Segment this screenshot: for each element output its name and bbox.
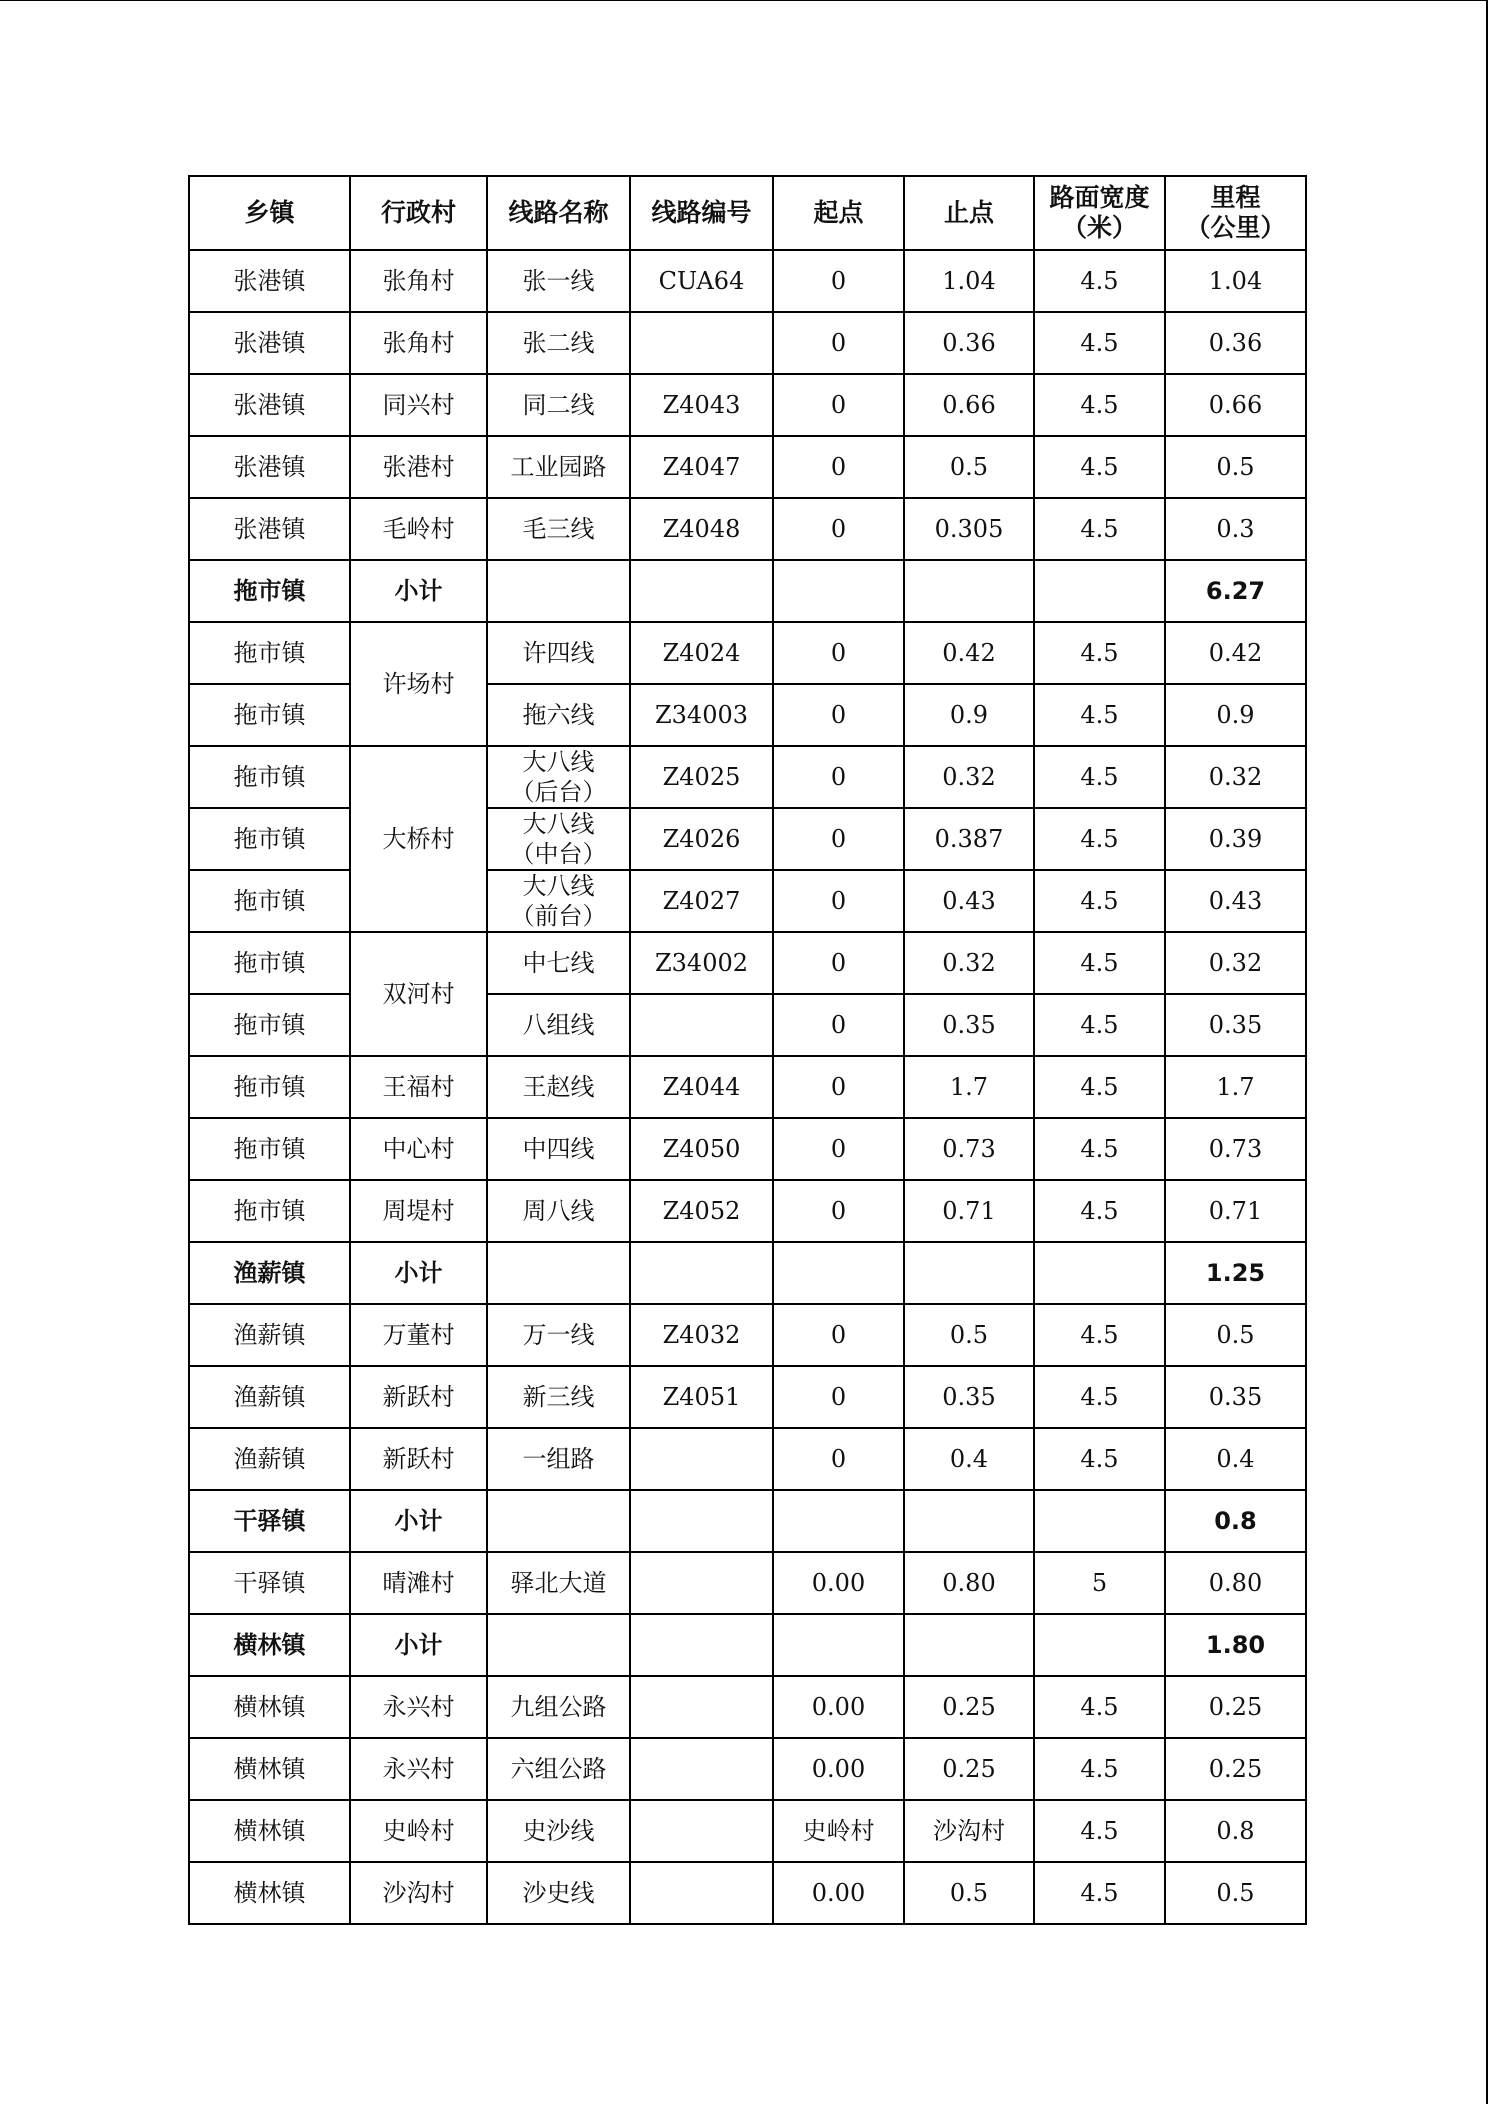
- km-cell: 0.3: [1165, 498, 1306, 560]
- code-cell: Z4027: [630, 870, 773, 932]
- start-cell: 0: [773, 684, 904, 746]
- end-cell: 0.305: [904, 498, 1034, 560]
- km-cell: 0.80: [1165, 1552, 1306, 1614]
- town-cell: 张港镇: [189, 374, 350, 436]
- code-cell: Z4048: [630, 498, 773, 560]
- town-cell: 张港镇: [189, 250, 350, 312]
- km-cell: 0.4: [1165, 1428, 1306, 1490]
- town-cell: 张港镇: [189, 498, 350, 560]
- town-cell: 拖市镇: [189, 994, 350, 1056]
- code-cell: Z4025: [630, 746, 773, 808]
- code-cell: Z4050: [630, 1118, 773, 1180]
- start-cell: 0: [773, 1118, 904, 1180]
- end-cell: 0.71: [904, 1180, 1034, 1242]
- page-top-border: [0, 0, 1488, 1]
- end-cell: 1.7: [904, 1056, 1034, 1118]
- start-cell: 0: [773, 1428, 904, 1490]
- end-cell: 沙沟村: [904, 1800, 1034, 1862]
- town-cell: 拖市镇: [189, 684, 350, 746]
- village-cell: 同兴村: [350, 374, 487, 436]
- width-cell: 4.5: [1034, 1428, 1165, 1490]
- town-cell: 横林镇: [189, 1800, 350, 1862]
- width-cell: 4.5: [1034, 1800, 1165, 1862]
- width-cell: 4.5: [1034, 436, 1165, 498]
- width-cell: 4.5: [1034, 808, 1165, 870]
- town-cell: 拖市镇: [189, 1056, 350, 1118]
- village-cell: 新跃村: [350, 1428, 487, 1490]
- route-cell: 八组线: [487, 994, 630, 1056]
- km-cell: 0.5: [1165, 436, 1306, 498]
- width-cell: 4.5: [1034, 1676, 1165, 1738]
- subtotal-label: 小计: [350, 560, 487, 622]
- route-cell: 毛三线: [487, 498, 630, 560]
- subtotal-label: 小计: [350, 1490, 487, 1552]
- subtotal-row: [189, 1614, 1306, 1676]
- subtotal-row: [189, 560, 1306, 622]
- km-cell: 0.32: [1165, 932, 1306, 994]
- village-cell: 晴滩村: [350, 1552, 487, 1614]
- route-cell: 新三线: [487, 1366, 630, 1428]
- town-cell: 张港镇: [189, 312, 350, 374]
- route-cell: 大八线 （前台）: [487, 870, 630, 932]
- table-row: [189, 1180, 1306, 1242]
- town-cell: 拖市镇: [189, 746, 350, 808]
- code-cell: [630, 1738, 773, 1800]
- start-cell: 0: [773, 1180, 904, 1242]
- end-cell: 0.5: [904, 1304, 1034, 1366]
- town-cell: 干驿镇: [189, 1552, 350, 1614]
- table-row: [189, 1552, 1306, 1614]
- end-cell: 0.42: [904, 622, 1034, 684]
- town-cell: 渔薪镇: [189, 1304, 350, 1366]
- town-cell: 渔薪镇: [189, 1242, 350, 1304]
- end-cell: 0.25: [904, 1738, 1034, 1800]
- village-cell: 周堤村: [350, 1180, 487, 1242]
- code-cell: Z4052: [630, 1180, 773, 1242]
- village-cell: 张港村: [350, 436, 487, 498]
- route-cell: 王赵线: [487, 1056, 630, 1118]
- code-cell: Z4032: [630, 1304, 773, 1366]
- start-cell: 0: [773, 622, 904, 684]
- end-cell: 0.4: [904, 1428, 1034, 1490]
- end-cell: 0.73: [904, 1118, 1034, 1180]
- km-cell: 0.25: [1165, 1738, 1306, 1800]
- code-cell: Z4051: [630, 1366, 773, 1428]
- village-cell: 新跃村: [350, 1366, 487, 1428]
- end-cell: 0.43: [904, 870, 1034, 932]
- route-cell: 周八线: [487, 1180, 630, 1242]
- start-cell: 0: [773, 1304, 904, 1366]
- width-cell: 4.5: [1034, 1738, 1165, 1800]
- start-cell: 0: [773, 436, 904, 498]
- village-cell: 王福村: [350, 1056, 487, 1118]
- route-cell: 中四线: [487, 1118, 630, 1180]
- route-cell: 大八线 （后台）: [487, 746, 630, 808]
- route-cell: 中七线: [487, 932, 630, 994]
- km-cell: 0.35: [1165, 994, 1306, 1056]
- subtotal-label: 小计: [350, 1614, 487, 1676]
- village-cell: 大桥村: [350, 746, 487, 932]
- km-cell: 0.36: [1165, 312, 1306, 374]
- code-cell: Z4043: [630, 374, 773, 436]
- code-cell: Z4026: [630, 808, 773, 870]
- village-cell: 永兴村: [350, 1676, 487, 1738]
- route-cell: 史沙线: [487, 1800, 630, 1862]
- start-cell: 史岭村: [773, 1800, 904, 1862]
- town-cell: 拖市镇: [189, 808, 350, 870]
- village-cell: 毛岭村: [350, 498, 487, 560]
- end-cell: 0.9: [904, 684, 1034, 746]
- table-row: [189, 498, 1306, 560]
- code-cell: [630, 1552, 773, 1614]
- start-cell: 0: [773, 808, 904, 870]
- km-cell: 0.32: [1165, 746, 1306, 808]
- route-cell: 沙史线: [487, 1862, 630, 1924]
- route-cell: 万一线: [487, 1304, 630, 1366]
- road-table: [188, 175, 1307, 1925]
- subtotal-km: 1.80: [1165, 1614, 1306, 1676]
- route-cell: 驿北大道: [487, 1552, 630, 1614]
- header-width: 路面宽度 （米）: [1034, 176, 1165, 250]
- route-cell: 一组路: [487, 1428, 630, 1490]
- start-cell: 0.00: [773, 1862, 904, 1924]
- header-end: 止点: [904, 176, 1034, 250]
- width-cell: 4.5: [1034, 1118, 1165, 1180]
- table-row: [189, 1676, 1306, 1738]
- table-row: [189, 1862, 1306, 1924]
- km-cell: 1.04: [1165, 250, 1306, 312]
- end-cell: 0.5: [904, 436, 1034, 498]
- start-cell: 0: [773, 932, 904, 994]
- width-cell: 4.5: [1034, 1366, 1165, 1428]
- town-cell: 拖市镇: [189, 622, 350, 684]
- code-cell: [630, 1800, 773, 1862]
- km-cell: 0.39: [1165, 808, 1306, 870]
- route-cell: 张二线: [487, 312, 630, 374]
- code-cell: [630, 312, 773, 374]
- start-cell: 0.00: [773, 1552, 904, 1614]
- table-row: [189, 312, 1306, 374]
- table-row: [189, 1366, 1306, 1428]
- table-row: [189, 746, 1306, 808]
- route-cell: 同二线: [487, 374, 630, 436]
- end-cell: 0.80: [904, 1552, 1034, 1614]
- start-cell: 0: [773, 1366, 904, 1428]
- width-cell: 4.5: [1034, 1862, 1165, 1924]
- header-row: [189, 176, 1306, 250]
- code-cell: Z34003: [630, 684, 773, 746]
- table-row: [189, 436, 1306, 498]
- subtotal-km: 6.27: [1165, 560, 1306, 622]
- width-cell: 4.5: [1034, 374, 1165, 436]
- start-cell: 0: [773, 250, 904, 312]
- end-cell: 0.35: [904, 994, 1034, 1056]
- village-cell: 许场村: [350, 622, 487, 746]
- town-cell: 拖市镇: [189, 932, 350, 994]
- km-cell: 0.8: [1165, 1800, 1306, 1862]
- end-cell: 0.35: [904, 1366, 1034, 1428]
- subtotal-label: 小计: [350, 1242, 487, 1304]
- km-cell: 0.66: [1165, 374, 1306, 436]
- town-cell: 横林镇: [189, 1614, 350, 1676]
- table-row: [189, 1800, 1306, 1862]
- end-cell: 0.5: [904, 1862, 1034, 1924]
- village-cell: 双河村: [350, 932, 487, 1056]
- km-cell: 0.9: [1165, 684, 1306, 746]
- header-town: 乡镇: [189, 176, 350, 250]
- town-cell: 渔薪镇: [189, 1428, 350, 1490]
- header-mileage: 里程 （公里）: [1165, 176, 1306, 250]
- km-cell: 0.5: [1165, 1304, 1306, 1366]
- code-cell: [630, 1428, 773, 1490]
- end-cell: 0.32: [904, 746, 1034, 808]
- width-cell: 4.5: [1034, 1304, 1165, 1366]
- end-cell: 0.32: [904, 932, 1034, 994]
- start-cell: 0: [773, 1056, 904, 1118]
- width-cell: 4.5: [1034, 1056, 1165, 1118]
- km-cell: 0.71: [1165, 1180, 1306, 1242]
- code-cell: Z4024: [630, 622, 773, 684]
- town-cell: 渔薪镇: [189, 1366, 350, 1428]
- km-cell: 1.7: [1165, 1056, 1306, 1118]
- code-cell: [630, 1862, 773, 1924]
- village-cell: 中心村: [350, 1118, 487, 1180]
- end-cell: 0.36: [904, 312, 1034, 374]
- subtotal-row: [189, 1242, 1306, 1304]
- table-row: [189, 1738, 1306, 1800]
- route-cell: 张一线: [487, 250, 630, 312]
- start-cell: 0: [773, 994, 904, 1056]
- table-row: [189, 1118, 1306, 1180]
- width-cell: 4.5: [1034, 932, 1165, 994]
- town-cell: 拖市镇: [189, 560, 350, 622]
- code-cell: [630, 1676, 773, 1738]
- table-row: [189, 1304, 1306, 1366]
- width-cell: 4.5: [1034, 870, 1165, 932]
- start-cell: 0: [773, 870, 904, 932]
- town-cell: 横林镇: [189, 1862, 350, 1924]
- end-cell: 1.04: [904, 250, 1034, 312]
- town-cell: 干驿镇: [189, 1490, 350, 1552]
- start-cell: 0: [773, 312, 904, 374]
- town-cell: 张港镇: [189, 436, 350, 498]
- km-cell: 0.73: [1165, 1118, 1306, 1180]
- route-cell: 大八线 （中台）: [487, 808, 630, 870]
- header-route-code: 线路编号: [630, 176, 773, 250]
- start-cell: 0: [773, 374, 904, 436]
- km-cell: 0.25: [1165, 1676, 1306, 1738]
- width-cell: 4.5: [1034, 622, 1165, 684]
- route-cell: 工业园路: [487, 436, 630, 498]
- code-cell: CUA64: [630, 250, 773, 312]
- table-row: [189, 932, 1306, 994]
- table-row: [189, 622, 1306, 684]
- table-row: [189, 374, 1306, 436]
- town-cell: 拖市镇: [189, 870, 350, 932]
- width-cell: 4.5: [1034, 684, 1165, 746]
- end-cell: 0.387: [904, 808, 1034, 870]
- width-cell: 4.5: [1034, 994, 1165, 1056]
- table-row: [189, 1056, 1306, 1118]
- table-row: [189, 250, 1306, 312]
- km-cell: 0.5: [1165, 1862, 1306, 1924]
- header-route-name: 线路名称: [487, 176, 630, 250]
- code-cell: [630, 994, 773, 1056]
- start-cell: 0: [773, 746, 904, 808]
- start-cell: 0: [773, 498, 904, 560]
- code-cell: Z4044: [630, 1056, 773, 1118]
- start-cell: 0.00: [773, 1738, 904, 1800]
- village-cell: 万董村: [350, 1304, 487, 1366]
- village-cell: 张角村: [350, 250, 487, 312]
- route-cell: 许四线: [487, 622, 630, 684]
- subtotal-km: 0.8: [1165, 1490, 1306, 1552]
- width-cell: 5: [1034, 1552, 1165, 1614]
- route-cell: 六组公路: [487, 1738, 630, 1800]
- end-cell: 0.66: [904, 374, 1034, 436]
- start-cell: 0.00: [773, 1676, 904, 1738]
- width-cell: 4.5: [1034, 312, 1165, 374]
- km-cell: 0.42: [1165, 622, 1306, 684]
- route-cell: 拖六线: [487, 684, 630, 746]
- code-cell: Z34002: [630, 932, 773, 994]
- town-cell: 拖市镇: [189, 1118, 350, 1180]
- subtotal-row: [189, 1490, 1306, 1552]
- village-cell: 沙沟村: [350, 1862, 487, 1924]
- town-cell: 横林镇: [189, 1738, 350, 1800]
- end-cell: 0.25: [904, 1676, 1034, 1738]
- header-start: 起点: [773, 176, 904, 250]
- route-cell: 九组公路: [487, 1676, 630, 1738]
- header-village: 行政村: [350, 176, 487, 250]
- village-cell: 史岭村: [350, 1800, 487, 1862]
- width-cell: 4.5: [1034, 746, 1165, 808]
- width-cell: 4.5: [1034, 250, 1165, 312]
- km-cell: 0.43: [1165, 870, 1306, 932]
- village-cell: 张角村: [350, 312, 487, 374]
- km-cell: 0.35: [1165, 1366, 1306, 1428]
- code-cell: Z4047: [630, 436, 773, 498]
- town-cell: 横林镇: [189, 1676, 350, 1738]
- width-cell: 4.5: [1034, 498, 1165, 560]
- width-cell: 4.5: [1034, 1180, 1165, 1242]
- table-row: [189, 1428, 1306, 1490]
- village-cell: 永兴村: [350, 1738, 487, 1800]
- subtotal-km: 1.25: [1165, 1242, 1306, 1304]
- town-cell: 拖市镇: [189, 1180, 350, 1242]
